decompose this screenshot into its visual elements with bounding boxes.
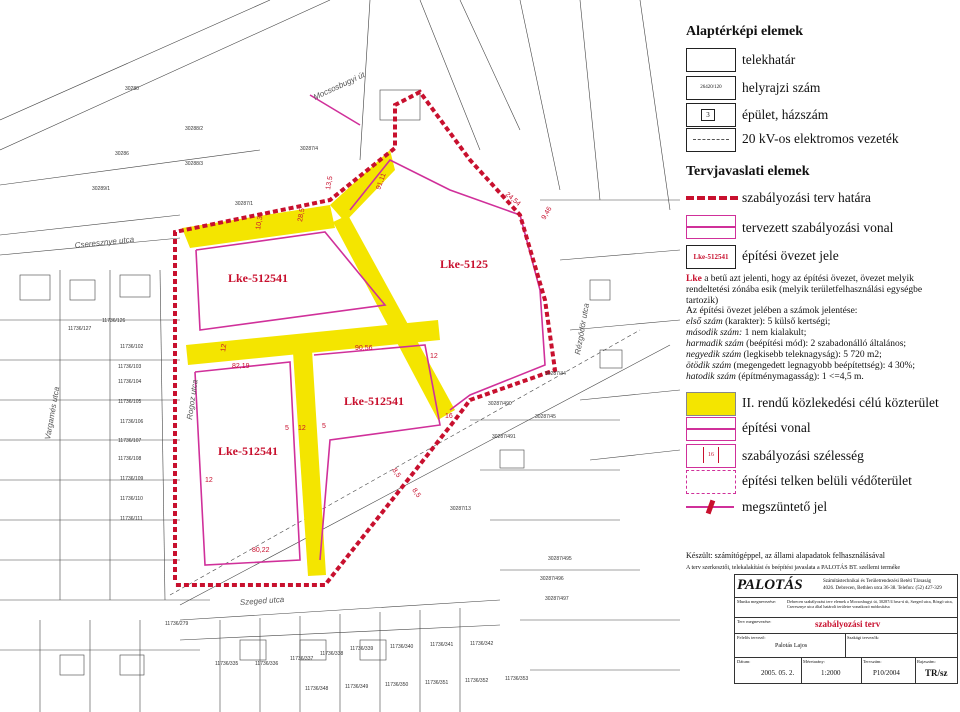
svg-text:8,5: 8,5 (410, 487, 422, 500)
title-block (734, 574, 958, 684)
company-sub: Számítástechnikai és Területrendezési Betéti Társaság (823, 579, 932, 584)
regulation-border-symbol (686, 196, 738, 200)
zone-label: Lke-5125 (440, 257, 488, 271)
street-name: Vargamés utca (43, 386, 62, 441)
svg-text:5: 5 (285, 425, 289, 432)
parcel-number: 30280 (125, 86, 139, 92)
protected-area-symbol (686, 470, 736, 494)
parcel-number: 11736/109 (120, 476, 144, 482)
parcel-number: 11736/279 (165, 621, 189, 627)
svg-text:82,19: 82,19 (232, 363, 250, 370)
date-value: 2005. 05. 2. (761, 669, 795, 677)
legend-note-numbers: Az építési övezet jelében a számok jelentése: első szám (karakter): 5 külső kertségi; második szám: 1 nem kialakult; harmadik szám (beépítési mód): 2 szabadonálló általános; negyedik szám (legkisebb teleknagyság): 5 720 m2; ötödik szám (megengedett legnagyobb beépítettség): 4 30%; hatodik szám (építménymagasság): 1 <=4,5 m. (686, 306, 915, 382)
svg-text:8,5: 8,5 (390, 467, 402, 480)
dimension-labels (205, 172, 554, 554)
legend-item-label: építési övezet jele (742, 248, 839, 263)
parcel-number: 11736/104 (118, 379, 142, 385)
svg-text:12: 12 (205, 477, 213, 484)
svg-text:13,5: 13,5 (325, 175, 335, 191)
legend-item-label: megszüntető jel (742, 499, 828, 514)
lead-designer-name: Palotás Lajos (775, 643, 808, 649)
zone-label: Lke-512541 (228, 271, 288, 285)
drawing-number-label: Rajzszám: (917, 659, 936, 664)
zone-label: Lke-512541 (218, 444, 278, 458)
svg-text:28,5: 28,5 (297, 207, 307, 223)
svg-text:5: 5 (322, 423, 326, 430)
legend-item-label: telekhatár (742, 52, 796, 67)
svg-text:12: 12 (220, 343, 229, 353)
public-road-area (182, 150, 455, 576)
svg-text:80,22: 80,22 (252, 547, 270, 554)
company-address: 4026. Debrecen, Bethlen utca 36-38. Telefon: (52) 427-329 (823, 586, 942, 591)
regulation-line-symbol (686, 215, 736, 239)
parcel-number-symbol: 26420/120 (686, 76, 736, 100)
parcel-number: 11736/340 (390, 644, 414, 650)
parcel-number: 11736/110 (120, 496, 143, 502)
co-designers-label: Szakági tervezők: (847, 635, 880, 640)
building-line-symbol (686, 417, 736, 441)
parcel-number: 30287/490 (488, 401, 512, 407)
width-symbol (686, 444, 736, 468)
legend-base-title: Alaptérképi elemek (686, 24, 804, 39)
legend-item-label: tervezett szabályozási vonal (742, 220, 894, 235)
parcel-number: 11736/351 (425, 680, 449, 686)
legend-item-label: építési vonal (742, 420, 811, 435)
road-area-symbol (686, 392, 736, 416)
svg-text:12: 12 (298, 425, 306, 432)
parcel-number: 11736/127 (68, 326, 92, 332)
parcel-number: 30287/13 (450, 506, 471, 512)
parcel-number: 30288/2 (185, 126, 204, 132)
legend-item-label: II. rendű közlekedési célú közterület (742, 395, 939, 410)
parcel-number: 30287/491 (492, 434, 516, 440)
parcel-number: 11736/338 (320, 651, 344, 657)
parcel-number: 11736/106 (120, 419, 144, 425)
made-note: Készült: számítógéppel, az állami alapadatok felhasználásával (686, 551, 886, 560)
parcel-number: 11736/126 (102, 318, 126, 324)
svg-text:10,36: 10,36 (255, 211, 266, 231)
parcel-number: 30287/497 (545, 596, 569, 602)
svg-text:16: 16 (445, 413, 453, 420)
scale-value: 1:2000 (821, 669, 841, 677)
plot-boundary-symbol (686, 48, 736, 72)
street-name: Szeged utca (239, 594, 285, 607)
legend-item-label: szabályozási terv határa (742, 190, 871, 205)
zone-code-symbol: Lke-512541 (686, 245, 736, 269)
work-label: Munka megnevezése: (737, 599, 777, 604)
svg-text:90,56: 90,56 (355, 345, 373, 352)
street-name: Cseresznye utca (74, 234, 135, 250)
made-note-2: A terv szerkesztői, telekalakítási és beépítési javaslata a PALOTÁS BT. szellemi terméke (686, 565, 901, 571)
parcel-number: 30287/45 (535, 414, 556, 420)
parcel-number: 30289/1 (92, 186, 111, 192)
street-name: Rézgödör utca (573, 302, 592, 356)
parcel-number: 11736/341 (430, 642, 454, 648)
company-name: PALOTÁS (737, 577, 803, 593)
plan-text: szabályozási terv (815, 619, 881, 629)
parcel-number: 30288/3 (185, 161, 204, 167)
parcel-number: 11736/111 (120, 516, 143, 522)
parcel-number: 11736/336 (255, 661, 279, 667)
parcel-number: 11736/352 (465, 678, 489, 684)
parcel-number: 11736/107 (118, 438, 142, 444)
parcel-number: 11736/108 (118, 456, 142, 462)
width-value: 16 (703, 447, 719, 463)
legend-item-label: épület, házszám (742, 107, 829, 122)
svg-text:91,11: 91,11 (375, 172, 388, 191)
power-line-symbol (686, 128, 736, 152)
work-text: Debrecen szabályozási terv elemek a Mocsosbugyi út, 30287/4 hrsz-ú út, Szeged utca, Rózgó utca, Cseresznye utca által határolt területre vonatkozó módosítása (787, 599, 953, 609)
legend-item-label: szabályozási szélesség (742, 448, 864, 463)
svg-text:9,46: 9,46 (540, 205, 554, 221)
legend-item-label: 20 kV-os elektromos vezeték (742, 131, 899, 146)
legend-plan-title: Tervjavaslati elemek (686, 164, 810, 179)
parcel-number: 11736/342 (470, 641, 494, 647)
parcel-number: 30286 (115, 151, 129, 157)
lead-designer-label: Felelős tervező: (737, 635, 766, 640)
plan-number-value: P10/2004 (873, 669, 900, 677)
zone-label: Lke-512541 (344, 394, 404, 408)
legend-item-label: helyrajzi szám (742, 80, 821, 95)
parcel-number: 11736/349 (345, 684, 369, 690)
drawing-number-value: TR/sz (925, 668, 948, 678)
parcel-number: 30287/496 (540, 576, 564, 582)
removal-symbol (686, 496, 734, 518)
building-symbol (686, 103, 736, 127)
parcel-number: 11736/350 (385, 682, 409, 688)
parcel-number: 11736/353 (505, 676, 529, 682)
street-name: Rogoz utca (185, 378, 200, 421)
street-name: Mocsosbugyi út (312, 70, 367, 102)
legend-item-label: építési telken belüli védőterület (742, 473, 912, 488)
parcel-number: 30287/495 (548, 556, 572, 562)
parcel-number: 11736/103 (118, 364, 142, 370)
house-number: 3 (701, 109, 715, 121)
parcel-number: 11736/339 (350, 646, 374, 652)
parcel-number: 11736/102 (120, 344, 144, 350)
svg-text:12: 12 (430, 353, 438, 360)
plan-number-label: Tervszám: (863, 659, 882, 664)
parcel-number: 11736/337 (290, 656, 314, 662)
date-label: Dátum: (737, 659, 751, 664)
parcel-number: 30287/44 (545, 371, 566, 377)
parcel-number: 11736/348 (305, 686, 329, 692)
scale-label: Méretarány: (803, 659, 825, 664)
plan-label: Terv megnevezése: (737, 619, 772, 624)
legend-panel (680, 0, 960, 712)
parcel-number: 30287/1 (235, 201, 254, 207)
legend-note-lke: Lke a betű azt jelenti, hogy az építési övezet, övezet melyik rendeltetési zónába esik (melyik területfelhasználási egységbe tartozik) (686, 274, 923, 306)
parcel-number: 11736/335 (215, 661, 239, 667)
svg-text:24,54: 24,54 (503, 191, 522, 208)
parcel-number: 30287/4 (300, 146, 319, 152)
parcel-number: 11736/105 (118, 399, 142, 405)
